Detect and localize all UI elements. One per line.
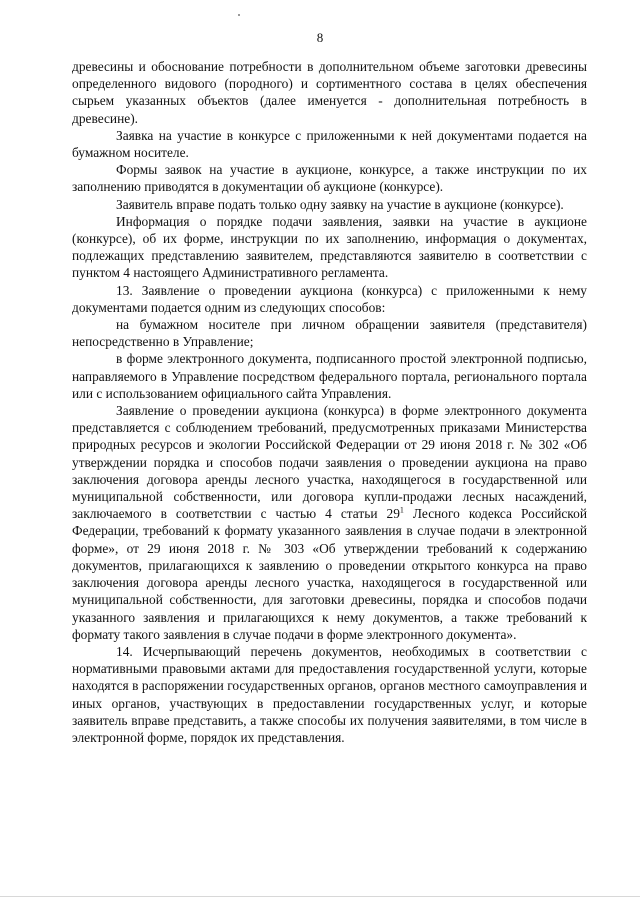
page-bottom-edge bbox=[0, 896, 640, 897]
paragraph-2: Заявка на участие в конкурсе с приложенными к ней документами подается на бумажном носителе. bbox=[72, 127, 587, 161]
paragraph-1: древесины и обоснование потребности в дополнительном объеме заготовки древесины определенного видового (породного) и сортиментного состава в целях обеспечения сырьем указанных объектов (далее именуется - дополнительная потребность в древесине). bbox=[72, 59, 587, 126]
scan-artifact bbox=[238, 14, 240, 16]
superscript: 1 bbox=[399, 505, 404, 515]
paragraph-9 bbox=[72, 402, 587, 643]
paragraph-10: 14. Исчерпывающий перечень документов, необходимых в соответствии с нормативными правовыми актами для предоставления государственной услуги, которые находятся в распоряжении государственных органов, органов местного самоуправления и иных органов, участвующих в предоставлении государственных услуг, и которые заявитель вправе представить, а также способы их получения заявителями, в том числе в электронной форме, порядок их представления. bbox=[72, 643, 587, 745]
paragraph-9-text-before: Заявление о проведении аукциона (конкурса) в форме электронного документа представляется с соблюдением требований, предусмотренных приказами Министерства природных ресурсов и экологии Российской Федерации от 29 июня 2018 г. № 302 «Об утверждении порядка и способов подачи заявления о проведении аукциона на право заключения договора аренды лесного участка, находящегося в государственной или муниципальной собственности, или договора купли-продажи лесных насаждений, заключаемого в соответствии с частью 4 статьи 29 bbox=[72, 403, 587, 522]
paragraph-8: в форме электронного документа, подписанного простой электронной подписью, направляемого в Управление посредством федерального портала, регионального портала или с использованием официального сайта Управления. bbox=[72, 351, 587, 401]
document-body bbox=[72, 58, 587, 746]
paragraph-6: 13. Заявление о проведении аукциона (конкурса) с приложенными к нему документами подается одним из следующих способов: bbox=[72, 282, 587, 315]
paragraph-5: Информация о порядке подачи заявления, заявки на участие в аукционе (конкурсе), об их форме, инструкции по их заполнению, информация о документах, подлежащих представлению заявителем, представляются заявителю в соответствии с пунктом 4 настоящего Административного регламента. bbox=[72, 213, 587, 281]
paragraph-4: Заявитель вправе подать только одну заявку на участие в аукционе (конкурсе). bbox=[116, 196, 564, 212]
paragraph-3: Формы заявок на участие в аукционе, конкурсе, а также инструкции по их заполнению приводятся в документации об аукционе (конкурсе). bbox=[72, 162, 587, 195]
paragraph-7: на бумажном носителе при личном обращении заявителя (представителя) непосредственно в Управление; bbox=[72, 317, 587, 350]
paragraph-9-text-after: Лесного кодекса Российской Федерации, требований к формату указанного заявления в случае подачи в электронной форме», от 29 июня 2018 г. № 303 «Об утверждении требований к содержанию документов, прилагающихся к заявлению о проведении открытого конкурса на право заключения договора аренды лесного участка, находящегося в государственной или муниципальной собственности, для заготовки древесины, порядка и способов подачи указанного заявления и прилагающихся к нему документов, а также требований к формату такого заявления в случае подачи в форме электронного документа». bbox=[72, 506, 587, 642]
page-number: 8 bbox=[316, 30, 324, 45]
